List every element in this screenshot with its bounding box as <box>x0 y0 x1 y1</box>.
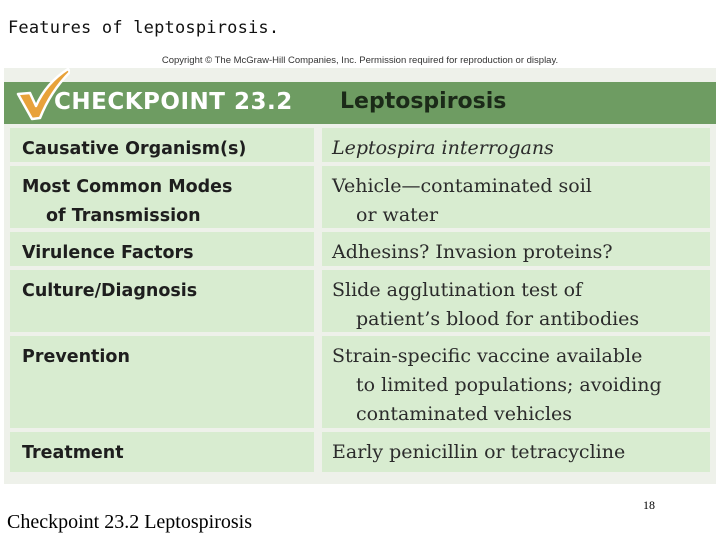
row-label-line: Virulence Factors <box>22 243 194 263</box>
table-row <box>10 270 710 332</box>
row-value <box>332 238 712 267</box>
slide-title: Features of leptospirosis. <box>8 18 280 38</box>
row-value-line: to limited populations; avoiding <box>356 374 662 396</box>
row-label-line: Most Common Modes <box>22 177 233 197</box>
row-label-line: of Transmission <box>46 206 201 226</box>
row-value-line: Early penicillin or tetracycline <box>332 441 626 463</box>
row-label-line: Prevention <box>22 347 130 367</box>
row-value-line: Adhesins? Invasion proteins? <box>332 241 613 263</box>
row-value-cell <box>322 128 710 162</box>
row-value-line: Slide agglutination test of <box>332 279 583 301</box>
row-value <box>332 438 712 467</box>
row-label-cell <box>10 128 314 162</box>
row-label-line: Culture/Diagnosis <box>22 281 198 301</box>
checkpoint-disease-title: Leptospirosis <box>340 89 507 114</box>
row-value-cell <box>322 336 710 428</box>
row-label <box>22 239 194 268</box>
row-label <box>22 343 130 372</box>
row-value <box>332 276 712 334</box>
row-value-line: patient’s blood for antibodies <box>356 308 640 330</box>
row-label-cell <box>10 270 314 332</box>
row-value-cell <box>322 232 710 266</box>
row-label-cell <box>10 432 314 472</box>
row-value-cell <box>322 166 710 228</box>
row-label-cell <box>10 232 314 266</box>
table-row <box>10 432 710 472</box>
row-label <box>22 439 124 468</box>
row-value <box>332 134 712 163</box>
row-label <box>22 135 246 164</box>
table-row <box>10 232 710 266</box>
row-value-line: or water <box>356 204 439 226</box>
row-label-cell <box>10 166 314 228</box>
row-value-line: Vehicle—contaminated soil <box>332 175 592 197</box>
row-value <box>332 172 712 230</box>
row-label <box>22 173 232 231</box>
checkpoint-figure <box>4 68 716 484</box>
row-value-line: Leptospira interrogans <box>332 137 554 159</box>
row-value-line: Strain-specific vaccine available <box>332 345 643 367</box>
row-value <box>332 342 712 429</box>
row-value-cell <box>322 270 710 332</box>
row-label <box>22 277 197 306</box>
table-row <box>10 128 710 162</box>
row-label-line: Treatment <box>22 443 124 463</box>
table-row <box>10 166 710 228</box>
checkpoint-code: CHECKPOINT 23.2 <box>54 89 293 115</box>
slide-caption: Checkpoint 23.2 Leptospirosis <box>7 511 252 533</box>
table-row <box>10 336 710 428</box>
row-label-cell <box>10 336 314 428</box>
row-value-cell <box>322 432 710 472</box>
row-value-line: contaminated vehicles <box>356 403 573 425</box>
row-label-line: Causative Organism(s) <box>22 139 247 159</box>
page-number: 18 <box>643 498 655 512</box>
copyright-notice: Copyright © The McGraw-Hill Companies, Inc. Permission required for reproduction or display. <box>161 55 559 66</box>
